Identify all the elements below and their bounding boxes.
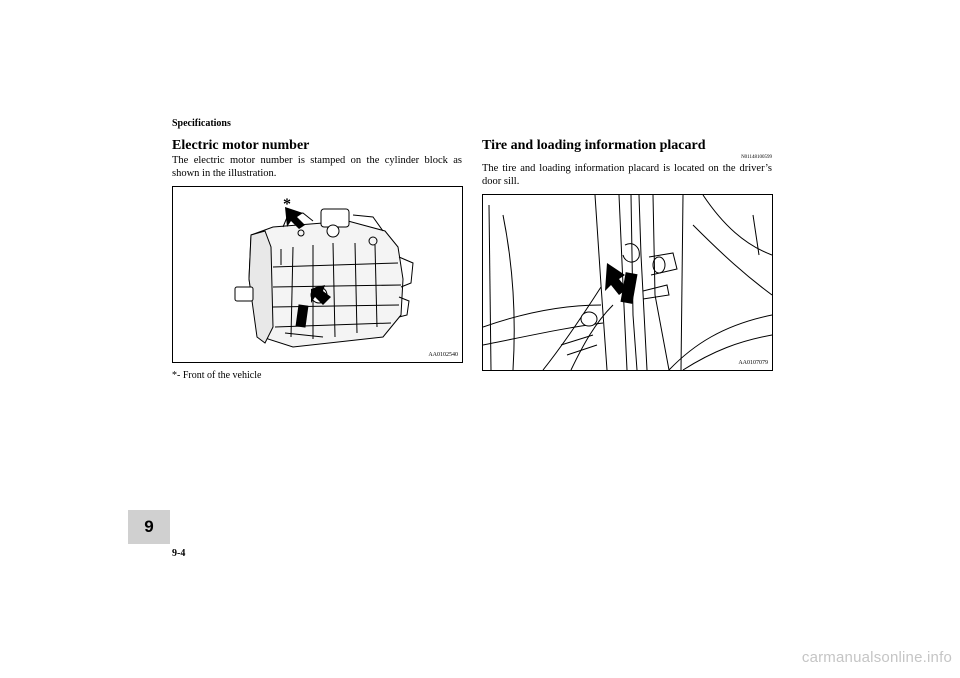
- front-marker-asterisk: *: [283, 196, 291, 213]
- motor-number-title: Electric motor number: [172, 138, 310, 153]
- figure-code: AA0107079: [738, 360, 768, 366]
- watermark: carmanualsonline.info: [801, 649, 952, 666]
- electric-motor-drawing: [173, 187, 462, 362]
- motor-number-illustration: [172, 186, 463, 363]
- chapter-tab: 9: [128, 510, 170, 544]
- reference-code: N01148100599: [741, 155, 772, 160]
- placard-illustration: [482, 194, 773, 371]
- front-of-vehicle-footnote: *- Front of the vehicle: [172, 370, 262, 381]
- section-header: Specifications: [172, 118, 231, 129]
- placard-body: The tire and loading information placard is located on the driver’s door sill.: [482, 163, 772, 187]
- page-number: 9-4: [172, 548, 186, 559]
- placard-title: Tire and loading information placard: [482, 138, 706, 153]
- figure-code: AA0102540: [428, 352, 458, 358]
- door-sill-drawing: [483, 195, 772, 370]
- motor-number-body: The electric motor number is stamped on the cylinder block as shown in the illustration.: [172, 155, 462, 179]
